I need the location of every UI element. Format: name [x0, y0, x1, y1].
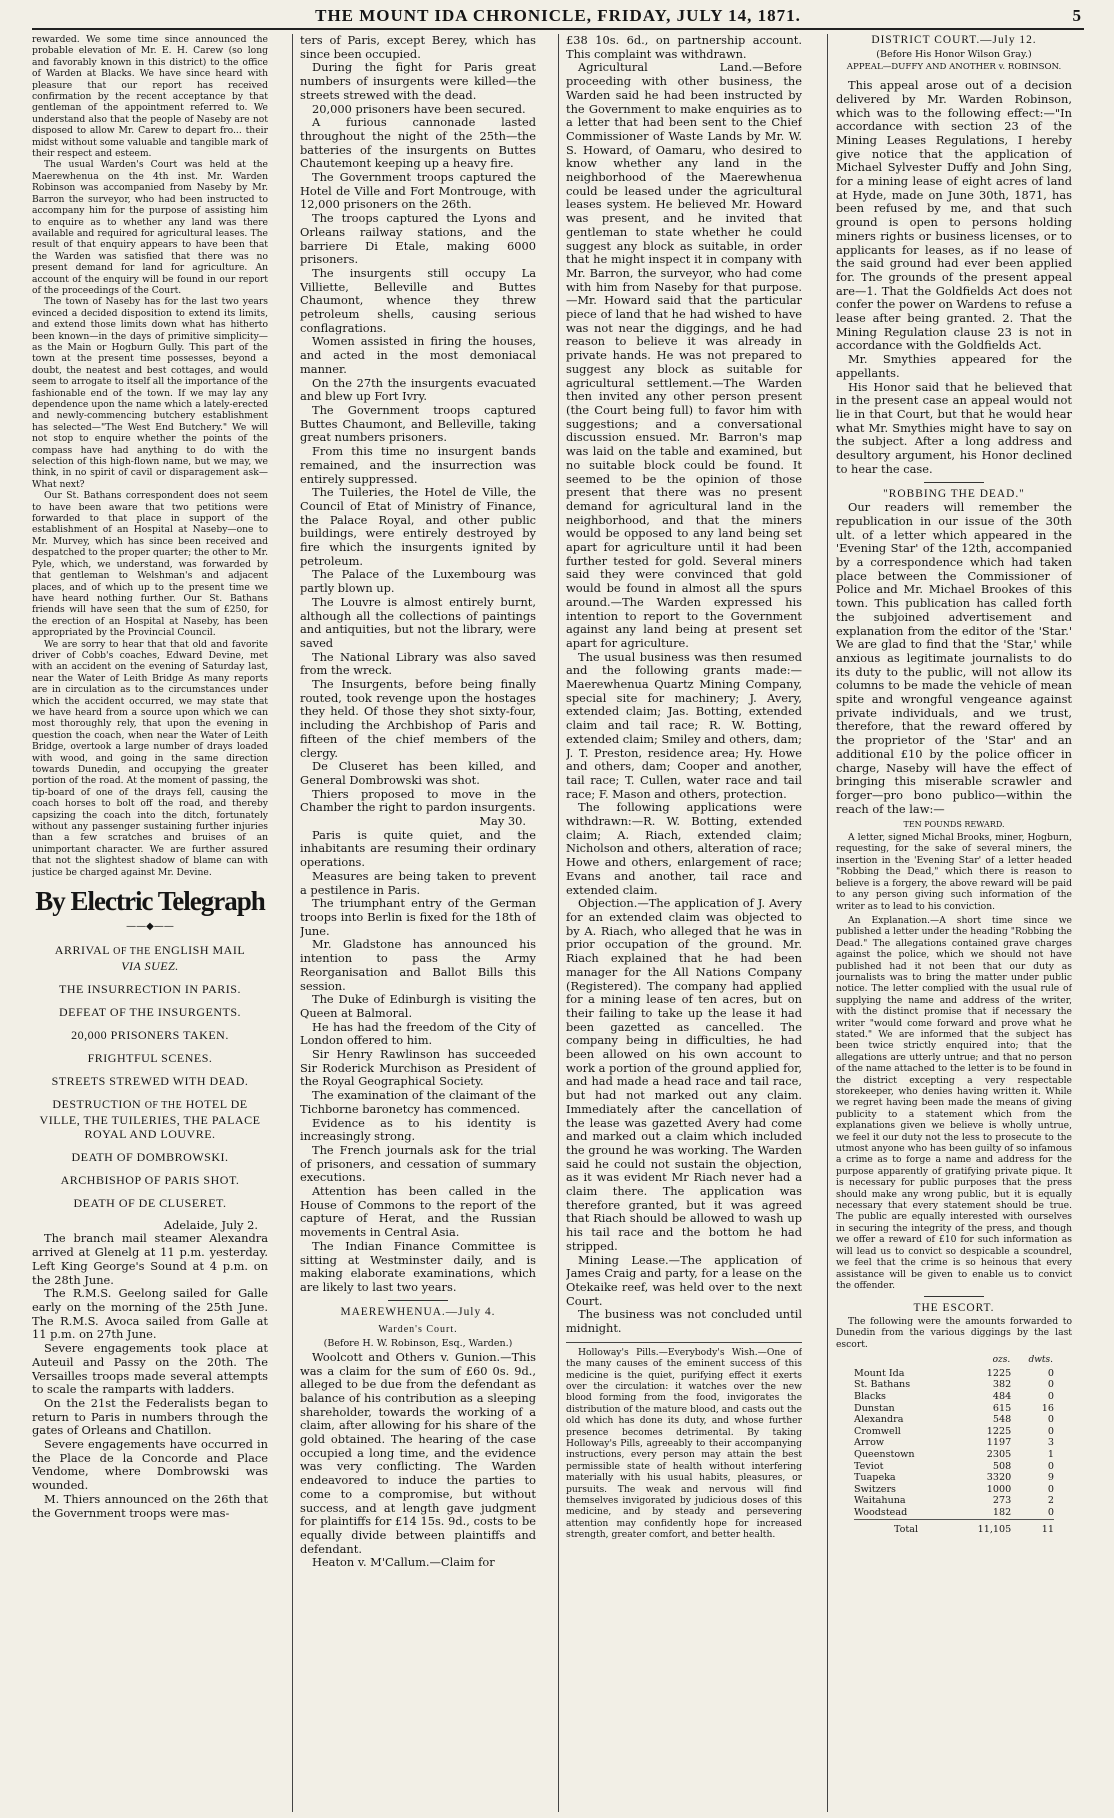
telegraph-section	[32, 884, 268, 1520]
place: Alexandra	[854, 1414, 904, 1426]
court-byline: (Before H. W. Robinson, Esq., Warden.)	[323, 1338, 513, 1350]
paragraph: This appeal arose out of a decision delivered by Mr. Warden Robinson, which was to the following effect:—"In accordance with section 23 of the Mining Leases Regulations, I hereby give notice that the application of Michael Sylvester Duffy and John Sing, for a mining lease of eight acres of land at Hyde, made on June 30th, 1871, has been refused by me, and that such ground is open to persons holding miners rights or business licenses, or to applicants for leases, as if no lease of the said ground had ever been applied for. The grounds of the present appeal are—1. That the Goldfields Act does not confer the power on Wardens to refuse a lease after being granted. 2. That the Mining Regulation clause 23 is not in accordance with the Goldfields Act.	[836, 78, 1072, 353]
table-row	[854, 1495, 1054, 1507]
telegraph-title: By Electric Telegraph	[35, 886, 265, 917]
headline: 20,000 PRISONERS TAKEN.	[71, 1027, 229, 1042]
paragraph: De Cluseret has been killed, and General Dombrowski was shot.	[300, 759, 536, 787]
table-row	[854, 1484, 1054, 1496]
total-label: Total	[854, 1519, 957, 1535]
dwts: 3	[1047, 1437, 1054, 1449]
arrival-headline	[32, 943, 268, 973]
ozs: 1225	[986, 1367, 1012, 1379]
paragraph: Heaton v. M'Callum.—Claim for	[312, 1555, 495, 1570]
place: Waitahuna	[854, 1495, 906, 1507]
paragraph: The National Library was also saved from the wreck.	[300, 649, 536, 678]
reward-text: A letter, signed Michal Brooks, miner, Hogburn, requesting, for the sake of several miners, the insertion in the 'Evening Star' of a letter headed "Robbing the Dead," which there is reason to believe is a forgery, the above reward will be paid to any person giving such information of the writer as to lead to his conviction.	[836, 832, 1072, 912]
paragraph: Sir Henry Rawlinson has succeeded Sir Roderick Murchison as President of the Royal Geographical Society.	[300, 1047, 536, 1089]
destruction-headline	[32, 1097, 268, 1141]
paragraph: The usual Warden's Court was held at the Maerewhenua on the 4th inst. Mr. Warden Robinson was accompanied from Naseby by Mr. Barron the surveyor, who had been instructed to accompany him for the purpose of assisting him to enquire as to whether any land was there available and required for agricultural leases. The result of that enquiry appears to have been that the Warden was satisfied that there was no present demand for land for agriculture. An account of the enquiry will be found in our report of the proceedings of the Court.	[32, 159, 268, 296]
place: Switzers	[854, 1483, 896, 1495]
page-number: 5	[1072, 6, 1082, 25]
paragraph: The usual business was then resumed and the following grants made:—Maerewhenua Quartz Mining Company, special site for machinery; J. Avery, extended claim; Jas. Botting, extended claim and tail race; R. W. Botting, extended claim; Smiley and others, dam; J. T. Preston, residence area; Hy. Howe and others, dam; Cooper and another, tail race; T. Cullen, water race and tail race; F. Mason and others, protection.	[566, 649, 802, 801]
dwts: 2	[1047, 1495, 1054, 1507]
paragraph: The examination of the claimant of the Tichborne baronetcy has commenced.	[300, 1088, 536, 1116]
column-rule	[558, 34, 559, 1812]
paragraph: On the 27th the insurgents evacuated and blew up Fort Ivry.	[300, 375, 536, 404]
masthead	[32, 4, 1084, 30]
section-heading: MAEREWHENUA.—July 4.	[340, 1305, 496, 1318]
table-row	[854, 1507, 1054, 1519]
paragraph: The Duke of Edinburgh is visiting the Queen at Balmoral.	[300, 992, 536, 1020]
paragraph: A furious cannonade lasted throughout the night of the 25th—the batteries of the insurgents on Buttes Chautemont keeping up a heavy fire.	[300, 115, 536, 171]
paragraph: The branch mail steamer Alexandra arrived at Glenelg at 11 p.m. yesterday. Left King George's Sound at 4 p.m. on the 28th June.	[32, 1231, 268, 1287]
section-divider	[924, 482, 984, 483]
robbing-heading: "ROBBING THE DEAD."	[883, 487, 1025, 500]
table-row	[854, 1437, 1054, 1449]
column-4	[836, 34, 1072, 1812]
table-row	[854, 1449, 1054, 1461]
section-divider	[388, 1300, 448, 1301]
holloway-advertisement: Holloway's Pills.—Everybody's Wish.—One of the many causes of the eminent success of this medicine is the quiet, purifying effect it exerts over the circulation: it watches over the new blood forming from the food, invigorates the distribution of the mature blood, and casts out the old which has done its duty, and whose further presence becomes detrimental. By taking Holloway's Pills, agreeably to their accompanying instructions, every person may attain the best permissible state of health without interfering materially with his usual habits, pleasures, or pursuits. The weak and nervous will find themselves invigorated by judicious doses of this medicine, and by steady and persevering attention may confidently hope for increased strength, greater comfort, and better health.	[566, 1346, 802, 1541]
dwts: 0	[1047, 1391, 1054, 1403]
destruction-word: DESTRUCTION	[52, 1096, 142, 1111]
paragraph: Evidence as to his identity is increasingly strong.	[300, 1115, 536, 1144]
paragraph: The Tuileries, the Hotel de Ville, the Council of Etat of Ministry of Finance, the Palace Royal, and other public buildings, were entirely destroyed by fire which the insurgents ignited by petroleum.	[300, 485, 536, 568]
escort-table	[854, 1354, 1054, 1535]
headline: STREETS STREWED WITH DEAD.	[51, 1073, 249, 1088]
place: Arrow	[854, 1437, 885, 1449]
paragraph: Women assisted in firing the houses, and acted in the most demoniacal manner.	[300, 334, 536, 376]
dwts: 16	[1041, 1402, 1054, 1414]
place: Queenstown	[854, 1449, 915, 1460]
paragraph: Mr. Gladstone has announced his intention to pass the Army Reorganisation and Ballot Bills this session.	[300, 937, 536, 993]
place: Teviot	[854, 1460, 884, 1472]
paragraph: The Government troops captured Buttes Chaumont, and Belleville, taking great numbers prisoners.	[300, 402, 536, 445]
column-rule	[292, 34, 293, 1812]
unit-ozs: ozs.	[992, 1355, 1011, 1366]
ozs: 508	[992, 1460, 1012, 1472]
unit-dwts: dwts.	[1028, 1355, 1053, 1366]
dwts: 0	[1047, 1483, 1054, 1495]
ozs: 2305	[986, 1449, 1012, 1460]
of-the-word: OF THE	[144, 1099, 183, 1111]
via-suez: VIA SUEZ.	[121, 958, 179, 973]
english-mail-word: ENGLISH MAIL	[154, 942, 246, 957]
dwts: 0	[1047, 1425, 1054, 1437]
ozs: 615	[992, 1402, 1012, 1414]
headline: FRIGHTFUL SCENES.	[87, 1050, 213, 1065]
column-3	[566, 34, 802, 1812]
table-row	[854, 1472, 1054, 1484]
paragraph: The French journals ask for the trial of prisoners, and cessation of summary executions.	[300, 1142, 536, 1185]
paragraph: On the 21st the Federalists began to return to Paris in numbers through the gates of Orleans and Chatillon.	[32, 1395, 268, 1438]
paragraph: The Indian Finance Committee is sitting at Westminster daily, and is making elaborate examinations, which are likely to last two years.	[300, 1238, 536, 1294]
escort-intro: The following were the amounts forwarded to Dunedin from the various diggings by the last escort.	[836, 1316, 1072, 1350]
paragraph: Severe engagements have occurred in the Place de la Concorde and Place Vendome, where Dombrowski was wounded.	[32, 1437, 268, 1493]
paragraph: Attention has been called in the House of Commons to the report of the capture of Herat, and the Russian movements in Central Asia.	[300, 1184, 536, 1240]
district-court-heading: DISTRICT COURT.—July 12.	[871, 34, 1037, 46]
arrival-word: ARRIVAL	[54, 942, 110, 957]
paragraph: The town of Naseby has for the last two years evinced a decided disposition to extend its limits, and extend those limits down what has hitherto been known—in the days of primitive simplicity—as the Main or Hogburn Gully. This part of the town at the present time possesses, beyond a doubt, the neatest and best cottages, and would seem to arrogate to itself all the importance of the fashionable end of the town. If we may lay any dependence upon the name which a lately-erected and newly-commencing butchery establishment has selected—"The West End Butchery." We will not stop to enquire whether the points of the compass have had anything to do with the selection of this high-flown name, but we may, we think, in no spirit of cavil or disparagement ask—What next?	[32, 296, 268, 490]
of-the-word: OF THE	[113, 945, 151, 957]
paragraph: The Government troops captured the Hotel de Ville and Fort Montrouge, with 12,000 prisoners on the 26th.	[300, 170, 536, 212]
dwts: 0	[1047, 1414, 1054, 1426]
paragraph: The business was not concluded until midnight.	[566, 1307, 802, 1336]
district-court-byline: (Before His Honor Wilson Gray.)	[876, 48, 1032, 60]
dwts: 0	[1047, 1506, 1054, 1518]
column-rule	[827, 34, 828, 1812]
ornament-icon: ——◆——	[126, 921, 174, 933]
headline: ARCHBISHOP OF PARIS SHOT.	[60, 1172, 240, 1187]
ozs: 1197	[986, 1437, 1012, 1449]
table-row	[854, 1414, 1054, 1426]
table-header	[854, 1354, 1054, 1368]
paragraph: We are sorry to hear that that old and favorite driver of Cobb's coaches, Edward Devine, met with an accident on the evening of Saturday last, near the Water of Leith Bridge As many reports are in circulation as to the circumstances under which the accident occurred, we may state that we have heard from a source upon which we can most thoroughly rely, that upon the evening in question the coach, when near the Water of Leith Bridge, overtook a large number of drays loaded with wood, and going in the same direction towards Dunedin, and occupying the greater portion of the road. At the moment of passing, the tip-board of one of the drays fell, causing the coach horses to bolt off the road, and thereby capsizing the coach into the ditch, fortunately without any passenger sustaining further injuries than a few scratches and bruises of an unimportant character. We are further assured that not the slightest shadow of blame can with justice be charged against Mr. Devine.	[32, 638, 268, 878]
table-row	[854, 1391, 1054, 1403]
paragraph: The Palace of the Luxembourg was partly blown up.	[300, 567, 536, 596]
place: Tuapeka	[854, 1472, 896, 1484]
paragraph: From this time no insurgent bands remained, and the insurrection was entirely suppressed.	[300, 444, 536, 486]
paragraph: The R.M.S. Geelong sailed for Galle early on the morning of the 25th June. The R.M.S. Avoca sailed from Galle at 11 p.m. on 27th June.	[32, 1286, 268, 1342]
dwts: 9	[1047, 1472, 1054, 1484]
dateline: May 30.	[479, 814, 526, 829]
table-row	[854, 1461, 1054, 1473]
appeal-line: APPEAL—DUFFY AND ANOTHER v. ROBINSON.	[846, 62, 1062, 73]
column-2	[300, 34, 536, 1812]
headline: DEATH OF DOMBROWSKI.	[71, 1149, 229, 1164]
paragraph: Thiers proposed to move in the Chamber the right to pardon insurgents.	[300, 786, 536, 815]
paragraph: Mr. Smythies appeared for the appellants.	[836, 352, 1072, 380]
court-heading: Warden's Court.	[378, 1324, 458, 1336]
paragraph: M. Thiers announced on the 26th that the Government troops were mas-	[32, 1491, 268, 1520]
paragraph: The triumphant entry of the German troops into Berlin is fixed for the 18th of June.	[300, 896, 536, 938]
total-ozs: 11,105	[957, 1519, 1011, 1535]
ozs: 182	[992, 1506, 1012, 1518]
paragraph: Severe engagements took place at Auteuil and Passy on the 20th. The Versailles troops made several attempts to scale the ramparts with ladders.	[32, 1341, 268, 1397]
ozs: 484	[992, 1391, 1012, 1403]
ozs: 1225	[986, 1425, 1012, 1437]
table-row	[854, 1426, 1054, 1438]
ozs: 1000	[986, 1483, 1012, 1495]
masthead-title: THE MOUNT IDA CHRONICLE, FRIDAY, JULY 14, 1871.	[315, 6, 801, 25]
place: St. Bathans	[854, 1379, 911, 1391]
paragraph: rewarded. We some time since announced the probable elevation of Mr. E. H. Carew (so long and favorably known in this district) to the office of Warden at Blacks. We have since heard with pleasure that our report has received confirmation by the recent acceptance by that gentleman of the appointment referred to. We understand also that the people of Naseby are not disposed to allow Mr. Carew to depart fro... their midst without some valuable and tangible mark of their respect and esteem.	[32, 34, 268, 160]
paragraph: The following applications were withdrawn:—R. W. Botting, extended claim; A. Riach, extended claim; Nicholson and others, alteration of race; Howe and others, enlargement of race; Evans and another, tail race and extended claim.	[566, 800, 802, 897]
paragraph: Measures are being taken to prevent a pestilence in Paris.	[300, 868, 536, 897]
place: Dunstan	[854, 1402, 895, 1414]
paragraph: £38 10s. 6d., on partnership account. This complaint was withdrawn.	[566, 34, 802, 61]
paragraph: ters of Paris, except Berey, which has since been occupied.	[300, 34, 536, 61]
paragraph: The Louvre is almost entirely burnt, although all the collections of paintings and antiquities, but not the library, were saved	[300, 594, 536, 650]
paragraph: The insurgents still occupy La Villiette, Belleville and Buttes Chaumont, whence they threw petroleum shells, causing serious conflagrations.	[300, 265, 536, 335]
paragraph: He has had the freedom of the City of London offered to him.	[300, 1019, 536, 1048]
reward-heading: TEN POUNDS REWARD.	[903, 820, 1005, 830]
paragraph: During the fight for Paris great numbers of insurgents were killed—the streets strewed with the dead.	[300, 60, 536, 102]
place: Woodstead	[854, 1506, 908, 1518]
paragraph: 20,000 prisoners have been secured.	[312, 101, 526, 116]
paragraph: Objection.—The application of J. Avery for an extended claim was objected to by A. Riach, who alleged that he was in prior occupation of the ground. Mr. Riach explained that he had been manager for the All Nations Company (Registered). The company had applied for a mining lease of ten acres, but on their failing to take up the lease it had been gazetted as cancelled. The company being in difficulties, he had been allowed on his own account to work a portion of the ground applied for, and had made a head race and tail race, but had not marked out any claim. Immediately after the cancellation of the lease was gazetted Avery had come and marked out a claim which included the ground he was working. The Warden said he could not sustain the objection, as it was evident Mr Riach never had a claim there. The application was therefore granted, but it was agreed that Riach should be allowed to wash up his tail race and the bottom he had stripped.	[566, 896, 802, 1253]
total-dwts: 11	[1011, 1519, 1054, 1535]
ozs: 382	[992, 1379, 1012, 1391]
divider	[566, 1342, 802, 1343]
table-row	[854, 1368, 1054, 1380]
headline: THE INSURRECTION IN PARIS.	[59, 981, 241, 996]
explanation-text: An Explanation.—A short time since we published a letter under the heading "Robbing the Dead." The allegations contained grave charges against the police, which we should not have published had it not been that our duty as journalists was to bring the matter under public notice. The letter complied with the usual rule of supplying the name and address of the writer, with the distinct promise that if necessary the writer "would come forward and prove what he stated." We are informed that the subject has been twice strictly enquired into; that the allegations are utterly untrue; and that no person of the name attached to the letter is to be found in the district excepting a very respectable storekeeper, who denies having written it. While we regret having been made the means of giving publicity to a statement which from the explanations given we believe is wholly untrue, we feel it our duty not the less to prosecute to the utmost anyone who has been guilty of so infamous a crime as to forge a name and address for the purpose apparently of gratifying private pique. It is necessary for public purposes that the press should make any wrong public, but it is equally necessary that every statement should be true. The public are equally interested with ourselves in securing the integrity of the press, and though we offer a reward of £10 for such information as will lead us to convict so despicable a scoundrel, we feel that the crime is so heinous that every assistance will be given to enable us to convict the offender.	[836, 914, 1072, 1291]
paragraph: The Insurgents, before being finally routed, took revenge upon the hostages they held. Of those they shot sixty-four, including the Archbishop of Paris and fifteen of the chief members of the clergy.	[300, 677, 536, 760]
dwts: 0	[1047, 1379, 1054, 1391]
place: Cromwell	[854, 1425, 901, 1437]
paragraph: Our readers will remember the republication in our issue of the 30th ult. of a letter which appeared in the 'Evening Star' of the 12th, accompanied by a correspondence which had taken place between the Commissioner of Police and Mr. Michael Brookes of this town. This publication has called forth the subjoined advertisement and explanation from the editor of the 'Star.' We are glad to find that the 'Star,' while anxious as legitimate journalists to do its duty to the public, will not allow its columns to be made the vehicle of mean spite and wrongful vengeance against private individuals, and we trust, therefore, that the reward offered by the proprietor of the 'Star' and an additional £10 by the police officer in charge, Naseby will have the effect of bringing this miserable scrawler and forger—pro bono publico—within the reach of the law:—	[836, 500, 1072, 816]
escort-heading: THE ESCORT.	[913, 1302, 995, 1315]
paragraph: Paris is quite quiet, and the inhabitants are resuming their ordinary operations.	[300, 827, 536, 870]
dateline: Adelaide, July 2.	[163, 1217, 258, 1232]
destruction-rest: HOTEL DE VILLE, THE TUILERIES, THE PALACE ROYAL AND LOUVRE.	[39, 1096, 261, 1141]
headline: DEFEAT OF THE INSURGENTS.	[58, 1004, 242, 1019]
paragraph: His Honor said that he believed that in the present case an appeal would not lie in that Court, but that he would hear what Mr. Smythies might have to say on the subject. After a long address and desultory argument, his Honor declined to hear the case.	[836, 379, 1072, 476]
ozs: 273	[992, 1495, 1012, 1507]
table-row	[854, 1403, 1054, 1415]
column-1	[32, 34, 268, 1812]
paragraph: Woolcott and Others v. Gunion.—This was a claim for the sum of £60 0s. 9d., alleged to be due from the defendant as balance of his contribution as a sleeping shareholder, towards the working of a claim, after allowing for his share of the gold obtained. The hearing of the case occupied a long time, and the evidence was very conflicting. The Warden endeavored to induce the parties to come to a compromise, but without success, and at length gave judgment for plaintiffs for £14 15s. 9d., costs to be equally divide between plaintiffs and defendant.	[300, 1349, 536, 1556]
place: Mount Ida	[854, 1367, 905, 1379]
paragraph: The troops captured the Lyons and Orleans railway stations, and the barriere Di Etale, making 6000 prisoners.	[300, 211, 536, 267]
dwts: 1	[1047, 1449, 1054, 1460]
headline: DEATH OF DE CLUSERET.	[73, 1195, 227, 1210]
ozs: 3320	[986, 1472, 1012, 1484]
section-divider	[924, 1296, 984, 1297]
paragraph: Agricultural Land.—Before proceeding with other business, the Warden said he had been instructed by the Government to make enquiries as to a letter that had been sent to the Chief Commissioner of Waste Lands by Mr. W. S. Howard, of Oamaru, who desired to know whether any land in the neighborhood of the Maerewhenua could be leased under the agricultural leases system. He believed Mr. Howard was present, and he invited that gentleman to state whether he could suggest any block as suitable, in order that he might inspect it in company with Mr. Barron, the surveyor, who had come with him from Naseby for that purpose.—Mr. Howard said that the particular piece of land that he had wished to have was not near the diggings, and he had reason to believe it was already in private hands. He was not prepared to suggest any block as suitable for agricultural settlement.—The Warden then invited any other person present (the Court being full) to favor him with suggestions; and a conversational discussion ensued. Mr. Barron's map was laid on the table and examined, but no suitable block could be found. It seemed to be the opinion of those present that there was no present demand for agricultural land in the neighborhood, and that the miners would be opposed to any land being set apart for agriculture until it had been further tested for gold. Several miners said they were convinced that gold would be found in almost all the spurs around.—The Warden expressed his intention to report to the Government against any land being at present set apart for agriculture.	[566, 60, 802, 650]
total-row	[854, 1519, 1054, 1535]
place: Blacks	[854, 1391, 886, 1403]
paragraph: Our St. Bathans correspondent does not seem to have been aware that two petitions were forwarded to that place in support of the establishment of an Hospital at Naseby—one to Mr. Murvey, which has since been received and despatched to the proper quarter; the other to Mr. Pyle, which, we understand, was forwarded by that gentleman to Welshman's and adjacent places, and of which up to the present time we have heard nothing further. Our St. Bathans friends will have seen that the sum of £250, for the erection of an Hospital at Naseby, has been appropriated by the Provincial Council.	[32, 490, 268, 639]
paragraph: Mining Lease.—The application of James Craig and party, for a lease on the Otekaike reef, was held over to the next Court.	[566, 1252, 802, 1308]
dwts: 0	[1047, 1460, 1054, 1472]
dwts: 0	[1047, 1367, 1054, 1379]
table-row	[854, 1379, 1054, 1391]
ozs: 548	[992, 1414, 1012, 1426]
